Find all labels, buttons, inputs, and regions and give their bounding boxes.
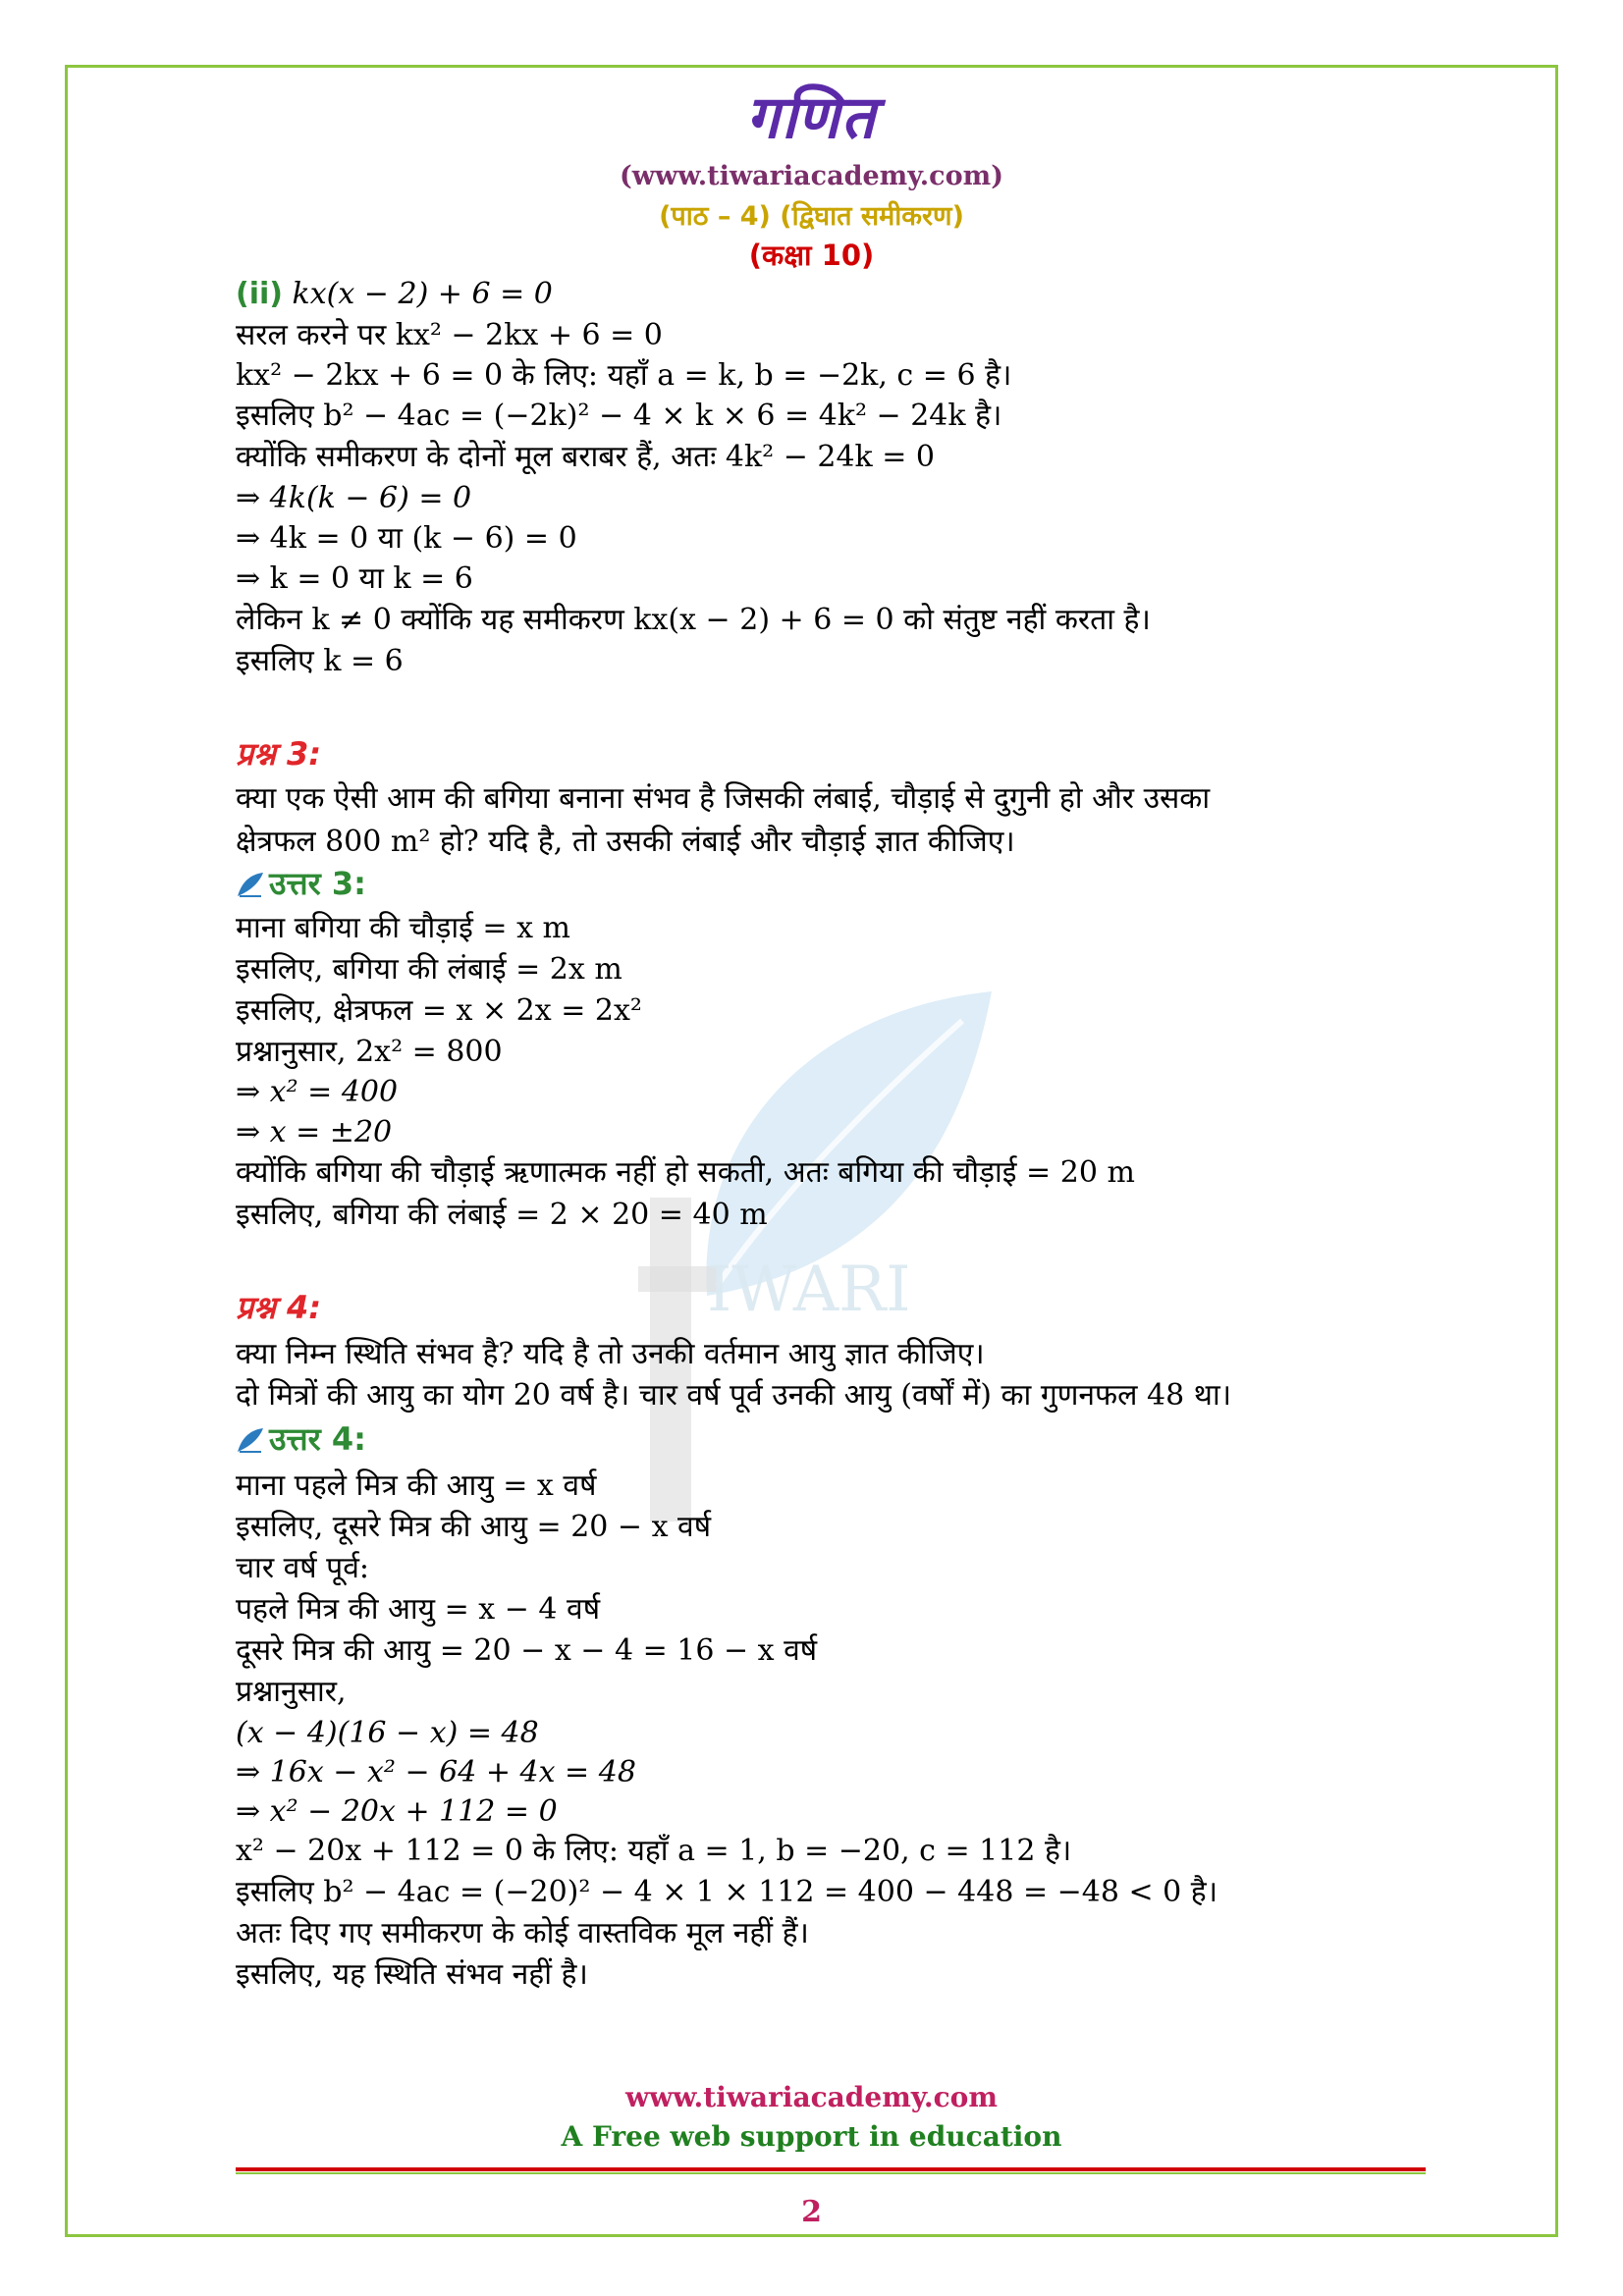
class-label: (कक्षा 10) [748, 239, 875, 272]
question-4-heading: प्रश्न 4: [236, 1289, 322, 1326]
answer-3-line: इसलिए, बगिया की लंबाई = 2 × 20 = 40 m [236, 1198, 768, 1232]
pen-icon [236, 871, 265, 898]
answer-4-line: माना पहले मित्र की आयु = x वर्ष [236, 1468, 597, 1503]
part-ii-label: (ii) [236, 277, 283, 311]
part-ii-line: सरल करने पर kx² − 2kx + 6 = 0 [236, 318, 663, 352]
question-4-text: क्या निम्न स्थिति संभव है? यदि है तो उनकी वर्तमान आयु ज्ञात कीजिए। [236, 1337, 985, 1371]
part-ii-line: इसलिए k = 6 [236, 644, 404, 678]
footer-divider-accent [236, 2172, 1426, 2174]
answer-3-line: इसलिए, क्षेत्रफल = x × 2x = 2x² [236, 993, 642, 1028]
answer-4-line: ⇒ x² − 20x + 112 = 0 [236, 1794, 558, 1829]
answer-4-line: ⇒ 16x − x² − 64 + 4x = 48 [236, 1755, 636, 1789]
answer-4-line: x² − 20x + 112 = 0 के लिए: यहाँ a = 1, b = −20, c = 112 है। [236, 1834, 1072, 1868]
part-ii-line-1 [236, 275, 553, 314]
watermark-text: IWARI [707, 1254, 911, 1326]
footer-tagline: A Free web support in education [561, 2120, 1062, 2153]
answer-3-line: ⇒ x² = 400 [236, 1075, 399, 1109]
answer-4-line: इसलिए, दूसरे मित्र की आयु = 20 − x वर्ष [236, 1510, 712, 1544]
page-number: 2 [801, 2195, 822, 2229]
pen-icon [236, 1426, 265, 1454]
question-3-text: क्या एक ऐसी आम की बगिया बनाना संभव है जिसकी लंबाई, चौड़ाई से दुगुनी हो और उसका [236, 781, 1211, 816]
tiwari-leaf-watermark [638, 972, 1031, 1522]
answer-4-line: दूसरे मित्र की आयु = 20 − x − 4 = 16 − x वर्ष [236, 1633, 818, 1668]
part-ii-line: ⇒ 4k(k − 6) = 0 [236, 481, 472, 515]
answer-4-line: पहले मित्र की आयु = x − 4 वर्ष [236, 1592, 601, 1627]
chapter-label: (पाठ – 4) (द्विघात समीकरण) [659, 201, 964, 232]
part-ii-line: ⇒ 4k = 0 या (k − 6) = 0 [236, 521, 577, 556]
header-site: (www.tiwariacademy.com) [620, 161, 1003, 191]
footer-site-link[interactable]: www.tiwariacademy.com [625, 2081, 998, 2113]
answer-3-heading: उत्तर 3: [269, 865, 366, 902]
part-ii-line: इसलिए b² − 4ac = (−2k)² − 4 × k × 6 = 4k² − 24k है। [236, 399, 1002, 433]
part-ii-line: kx² − 2kx + 6 = 0 के लिए: यहाँ a = k, b = −2k, c = 6 है। [236, 358, 1012, 393]
question-3-heading: प्रश्न 3: [236, 735, 322, 773]
answer-3-line: क्योंकि बगिया की चौड़ाई ऋणात्मक नहीं हो सकती, अतः बगिया की चौड़ाई = 20 m [236, 1155, 1135, 1190]
answer-4-line: इसलिए b² − 4ac = (−20)² − 4 × 1 × 112 = 400 − 448 = −48 < 0 है। [236, 1875, 1218, 1909]
part-ii-line: ⇒ k = 0 या k = 6 [236, 561, 473, 596]
part-ii-line: क्योंकि समीकरण के दोनों मूल बराबर हैं, अतः 4k² − 24k = 0 [236, 440, 936, 474]
answer-4-line: प्रश्नानुसार, [236, 1675, 347, 1709]
answer-4-line: इसलिए, यह स्थिति संभव नहीं है। [236, 1957, 588, 1992]
part-ii-eq: kx(x − 2) + 6 = 0 [292, 277, 553, 311]
answer-4-heading: उत्तर 4: [269, 1420, 366, 1458]
answer-3-heading-row [236, 864, 366, 903]
part-ii-line: लेकिन k ≠ 0 क्योंकि यह समीकरण kx(x − 2) + 6 = 0 को संतुष्ट नहीं करता है। [236, 603, 1151, 637]
question-3-text: क्षेत्रफल 800 m² हो? यदि है, तो उसकी लंबाई और चौड़ाई ज्ञात कीजिए। [236, 825, 1015, 859]
page-title: गणित [746, 83, 877, 152]
answer-3-line: प्रश्नानुसार, 2x² = 800 [236, 1035, 503, 1069]
answer-3-line: इसलिए, बगिया की लंबाई = 2x m [236, 952, 622, 987]
answer-4-heading-row [236, 1419, 366, 1459]
question-4-text: दो मित्रों की आयु का योग 20 वर्ष है। चार वर्ष पूर्व उनकी आयु (वर्षों में) का गुणनफल 48 था। [236, 1378, 1232, 1413]
answer-4-line: (x − 4)(16 − x) = 48 [236, 1716, 539, 1750]
answer-3-line: माना बगिया की चौड़ाई = x m [236, 911, 570, 945]
answer-3-line: ⇒ x = ±20 [236, 1115, 393, 1149]
footer-divider [236, 2167, 1426, 2171]
answer-4-line: चार वर्ष पूर्व: [236, 1551, 370, 1585]
answer-4-line: अतः दिए गए समीकरण के कोई वास्तविक मूल नहीं हैं। [236, 1916, 809, 1950]
